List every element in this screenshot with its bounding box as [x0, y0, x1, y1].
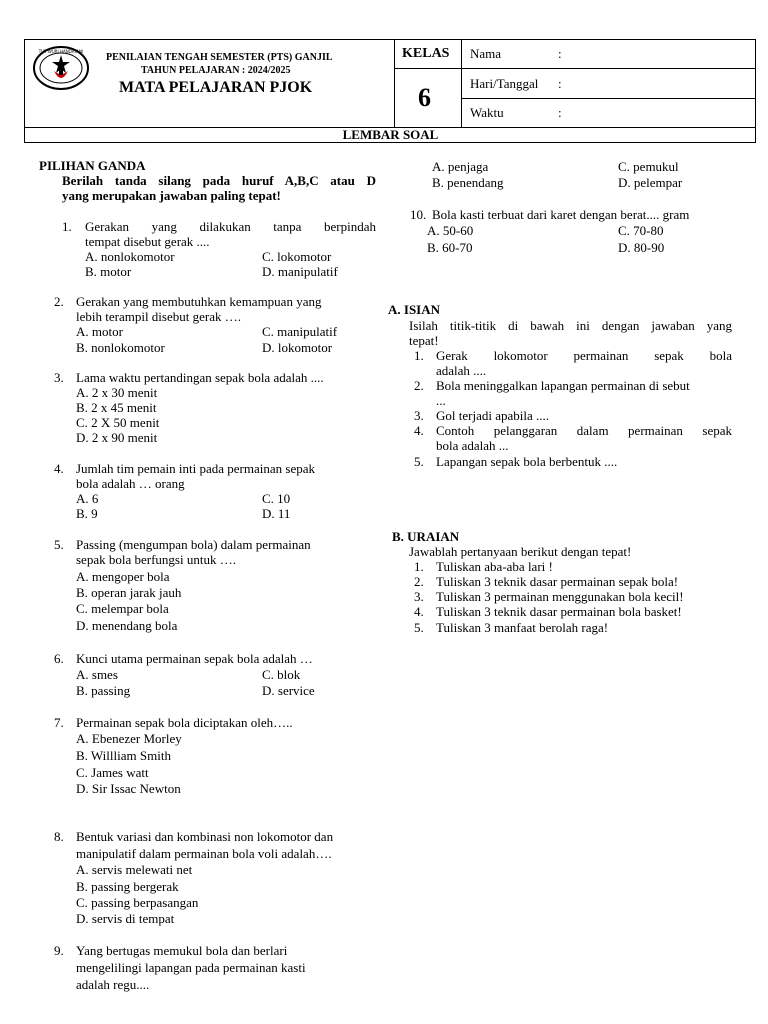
option-a[interactable]: A. mengoper bola [76, 569, 170, 584]
isian-title: A. ISIAN [388, 302, 441, 317]
uraian-title: B. URAIAN [392, 529, 460, 544]
isian-text: adalah .... [436, 363, 487, 378]
nama-colon: : [558, 46, 562, 61]
option-a[interactable]: A. 6 [76, 491, 99, 506]
hari-tanggal-colon: : [558, 76, 562, 91]
tut-wuri-handayani-logo-icon [32, 45, 90, 91]
uraian-instruction: Jawablah pertanyaan berikut dengan tepat! [409, 544, 632, 559]
isian-text: ... [436, 393, 446, 408]
option-c[interactable]: C. manipulatif [262, 324, 338, 339]
option-a[interactable]: A. Ebenezer Morley [76, 731, 182, 746]
option-a[interactable]: A. servis melewati net [76, 862, 193, 877]
question-text: bola adalah … orang [76, 476, 185, 491]
option-c[interactable]: C. passing berpasangan [76, 895, 199, 910]
option-d[interactable]: D. servis di tempat [76, 911, 175, 926]
option-c[interactable]: C. 2 X 50 menit [76, 415, 160, 430]
pg-instruction-line-1: Berilah tanda silang pada huruf A,B,C atau D [62, 173, 376, 188]
option-a[interactable]: A. smes [76, 667, 118, 682]
question-text: tempat disebut gerak .... [85, 234, 210, 249]
option-d[interactable]: D. 2 x 90 menit [76, 430, 158, 445]
option-d[interactable]: D. service [262, 683, 315, 698]
nama-cell [461, 39, 756, 69]
waktu-colon: : [558, 105, 562, 120]
question-text: Lama waktu pertandingan sepak bola adalah .... [76, 370, 324, 385]
option-b[interactable]: B. penendang [432, 175, 504, 190]
uraian-text: Tuliskan 3 teknik dasar permainan sepak bola! [436, 574, 679, 589]
option-a[interactable]: A. motor [76, 324, 123, 339]
option-a[interactable]: A. nonlokomotor [85, 249, 175, 264]
waktu-cell [461, 98, 756, 128]
option-d[interactable]: D. 11 [262, 506, 291, 521]
option-b[interactable]: B. passing bergerak [76, 879, 179, 894]
question-number: 6. [54, 651, 64, 666]
option-d[interactable]: D. Sir Issac Newton [76, 781, 181, 796]
sheet-title: LEMBAR SOAL [342, 127, 439, 142]
option-b[interactable]: B. nonlokomotor [76, 340, 165, 355]
option-b[interactable]: B. passing [76, 683, 131, 698]
question-text: Bola kasti terbuat dari karet dengan berat.... gram [432, 207, 690, 222]
question-text: Gerakan yang membutuhkan kemampuan yang [76, 294, 322, 309]
question-text: manipulatif dalam permainan bola voli adalah…. [76, 846, 332, 861]
pg-instruction-line-2: yang merupakan jawaban paling tepat! [62, 188, 281, 203]
option-c[interactable]: C. pemukul [618, 159, 679, 174]
option-d[interactable]: D. menendang bola [76, 618, 178, 633]
question-text: Passing (mengumpan bola) dalam permainan [76, 537, 311, 552]
option-b[interactable]: B. operan jarak jauh [76, 585, 182, 600]
uraian-number: 1. [414, 559, 424, 574]
isian-text: Contoh pelanggaran dalam permainan sepak [436, 423, 732, 438]
option-c[interactable]: C. 70-80 [618, 223, 664, 238]
question-number: 7. [54, 715, 64, 730]
uraian-text: Tuliskan 3 permainan menggunakan bola kecil! [436, 589, 684, 604]
isian-number: 1. [414, 348, 424, 363]
question-text: lebih terampil disebut gerak …. [76, 309, 241, 324]
logo-text: TUT WURI HANDAYANI [38, 49, 84, 54]
option-c[interactable]: C. James watt [76, 765, 149, 780]
isian-text: Lapangan sepak bola berbentuk .... [436, 454, 618, 469]
option-c[interactable]: C. melempar bola [76, 601, 169, 616]
question-number: 4. [54, 461, 64, 476]
subject-title: MATA PELAJARAN PJOK [119, 79, 313, 96]
question-text: mengelilingi lapangan pada permainan kasti [76, 960, 306, 975]
isian-instruction-line-1: Isilah titik-titik di bawah ini dengan jawaban yang [409, 318, 732, 333]
question-number: 8. [54, 829, 64, 844]
option-d[interactable]: D. pelempar [618, 175, 683, 190]
uraian-number: 2. [414, 574, 424, 589]
question-text: Bentuk variasi dan kombinasi non lokomotor dan [76, 829, 334, 844]
nama-label: Nama [470, 46, 502, 61]
question-text: Gerakan yang dilakukan tanpa berpindah [85, 219, 376, 234]
question-text: Yang bertugas memukul bola dan berlari [76, 943, 288, 958]
isian-text: Gol terjadi apabila .... [436, 408, 549, 423]
option-a[interactable]: A. 50-60 [427, 223, 474, 238]
question-number: 9. [54, 943, 64, 958]
uraian-number: 4. [414, 604, 424, 619]
kelas-value: 6 [418, 83, 431, 112]
option-b[interactable]: B. 9 [76, 506, 98, 521]
option-c[interactable]: C. 10 [262, 491, 291, 506]
option-a[interactable]: A. penjaga [432, 159, 489, 174]
uraian-text: Tuliskan 3 manfaat berolah raga! [436, 620, 609, 635]
isian-number: 4. [414, 423, 424, 438]
uraian-text: Tuliskan aba-aba lari ! [436, 559, 553, 574]
isian-text: Bola meninggalkan lapangan permainan di sebut [436, 378, 690, 393]
option-b[interactable]: B. 2 x 45 menit [76, 400, 157, 415]
uraian-number: 5. [414, 620, 424, 635]
option-c[interactable]: C. blok [262, 667, 301, 682]
waktu-label: Waktu [470, 105, 504, 120]
school-year: TAHUN PELAJARAN : 2024/2025 [141, 65, 291, 76]
hari-tanggal-label: Hari/Tanggal [470, 76, 539, 91]
option-c[interactable]: C. lokomotor [262, 249, 332, 264]
question-number: 2. [54, 294, 64, 309]
exam-title: PENILAIAN TENGAH SEMESTER (PTS) GANJIL [106, 52, 333, 63]
question-text: sepak bola berfungsi untuk …. [76, 552, 236, 567]
isian-number: 2. [414, 378, 424, 393]
uraian-text: Tuliskan 3 teknik dasar permainan bola basket! [436, 604, 682, 619]
question-number: 10. [410, 207, 427, 222]
option-b[interactable]: B. 60-70 [427, 240, 473, 255]
question-text: Permainan sepak bola diciptakan oleh….. [76, 715, 293, 730]
pg-title: PILIHAN GANDA [39, 158, 146, 173]
isian-number: 3. [414, 408, 424, 423]
option-b[interactable]: B. Willliam Smith [76, 748, 171, 763]
question-text: adalah regu.... [76, 977, 150, 992]
question-number: 5. [54, 537, 64, 552]
question-number: 3. [54, 370, 64, 385]
isian-text: bola adalah ... [436, 438, 509, 453]
option-d[interactable]: D. lokomotor [262, 340, 333, 355]
question-text: Jumlah tim pemain inti pada permainan sepak [76, 461, 315, 476]
kelas-label: KELAS [402, 46, 450, 61]
isian-instruction-line-2: tepat! [409, 333, 439, 348]
isian-text: Gerak lokomotor permainan sepak bola [436, 348, 732, 363]
uraian-number: 3. [414, 589, 424, 604]
question-number: 1. [62, 219, 72, 234]
option-d[interactable]: D. 80-90 [618, 240, 665, 255]
option-a[interactable]: A. 2 x 30 menit [76, 385, 158, 400]
isian-number: 5. [414, 454, 424, 469]
option-b[interactable]: B. motor [85, 264, 132, 279]
question-text: Kunci utama permainan sepak bola adalah … [76, 651, 313, 666]
option-d[interactable]: D. manipulatif [262, 264, 338, 279]
